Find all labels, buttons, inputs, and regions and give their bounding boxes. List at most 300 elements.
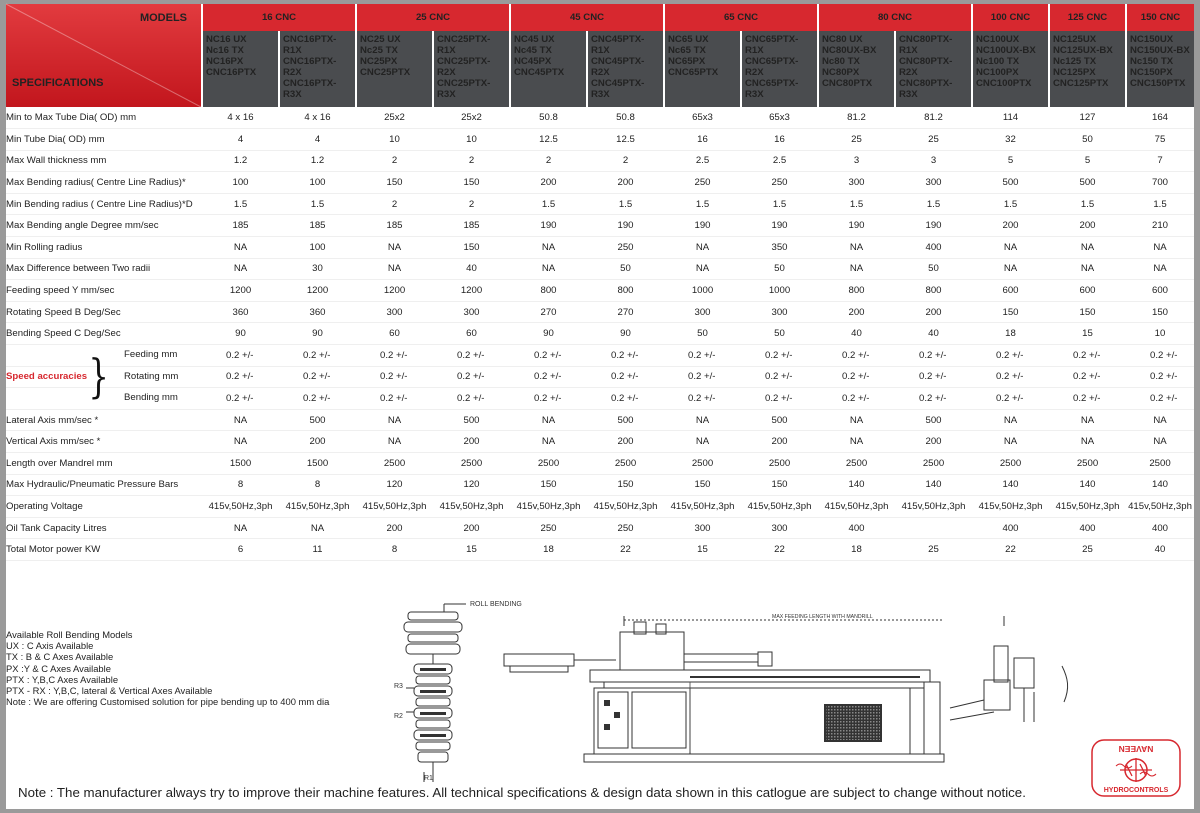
spec-value: 200: [587, 172, 664, 194]
header-corner: [6, 4, 202, 107]
spec-value: 2.5: [741, 150, 818, 172]
spec-value: [895, 517, 972, 539]
spec-value: 1.5: [895, 193, 972, 215]
spec-value: 81.2: [818, 107, 895, 129]
spec-value: 200: [818, 301, 895, 323]
model-name: Nc16 TX: [206, 45, 244, 56]
r1-label: R1: [424, 775, 433, 782]
model-name: NC150UX-BX: [1130, 45, 1190, 56]
speed-accuracy-sublabel: Bending mm: [124, 392, 178, 404]
spec-value: 25: [818, 129, 895, 151]
spec-value: 500: [972, 172, 1049, 194]
model-name: CNC125PTX: [1053, 78, 1109, 89]
spec-value: 200: [510, 172, 587, 194]
spec-value: 1.5: [818, 193, 895, 215]
model-name: CNC45PTX-R1X: [591, 34, 645, 56]
model-name: Nc25 TX: [360, 45, 398, 56]
spec-value: 0.2 +/-: [433, 345, 510, 367]
spec-value: 415v,50Hz,3ph: [664, 496, 741, 518]
spec-row: [6, 517, 1194, 539]
spec-value: 40: [433, 258, 510, 280]
spec-value: NA: [202, 431, 279, 453]
spec-value: 0.2 +/-: [510, 366, 587, 388]
spec-value: 1.5: [510, 193, 587, 215]
spec-value: 300: [664, 301, 741, 323]
spec-value: 185: [356, 215, 433, 237]
model-names-cell: [1049, 31, 1126, 107]
legend-line: Note : We are offering Customised solution for pipe bending up to 400 mm dia: [6, 696, 330, 708]
spec-value: 415v,50Hz,3ph: [895, 496, 972, 518]
spec-value: 150: [587, 474, 664, 496]
speed-accuracy-sublabel: Rotating mm: [124, 370, 179, 382]
spec-value: 200: [1049, 215, 1126, 237]
spec-row: [6, 539, 1194, 561]
spec-row: [6, 323, 1194, 345]
spec-value: 200: [279, 431, 356, 453]
spec-value: 500: [433, 409, 510, 431]
model-name: NC80UX-BX: [822, 45, 877, 56]
spec-value: NA: [1049, 409, 1126, 431]
spec-value: 250: [664, 172, 741, 194]
spec-value: NA: [664, 431, 741, 453]
r2-label: R2: [394, 713, 403, 720]
spec-value: 500: [1049, 172, 1126, 194]
spec-value: 415v,50Hz,3ph: [202, 496, 279, 518]
spec-value: 300: [741, 301, 818, 323]
spec-value: 200: [741, 431, 818, 453]
legend-line: PTX - RX : Y,B,C, lateral & Vertical Axes Available: [6, 685, 213, 697]
spec-value: NA: [972, 258, 1049, 280]
spec-value: 150: [972, 301, 1049, 323]
spec-value: 18: [972, 323, 1049, 345]
spec-row: [6, 280, 1194, 302]
spec-value: NA: [818, 431, 895, 453]
spec-value: 2500: [356, 453, 433, 475]
spec-value: 10: [356, 129, 433, 151]
spec-value: NA: [818, 237, 895, 259]
spec-value: 65x3: [664, 107, 741, 129]
spec-value: 150: [510, 474, 587, 496]
spec-value: 190: [510, 215, 587, 237]
logo-brand-top: NAVEEN: [1118, 744, 1154, 754]
spec-value: 0.2 +/-: [587, 345, 664, 367]
spec-value: 415v,50Hz,3ph: [818, 496, 895, 518]
model-name: CNC150PTX: [1130, 78, 1186, 89]
model-name: Nc80 TX: [822, 56, 860, 67]
spec-value: 0.2 +/-: [433, 366, 510, 388]
spec-label: Min Rolling radius: [6, 237, 202, 259]
spec-value: 0.2 +/-: [356, 366, 433, 388]
model-name: CNC16PTX-R2X: [283, 56, 337, 78]
spec-value: 415v,50Hz,3ph: [433, 496, 510, 518]
spec-value: 400: [1126, 517, 1194, 539]
spec-value: 0.2 +/-: [741, 388, 818, 410]
spec-value: 0.2 +/-: [1049, 345, 1126, 367]
spec-value: 90: [587, 323, 664, 345]
spec-value: 2500: [510, 453, 587, 475]
model-names-cell: [1126, 31, 1194, 107]
model-group-header: 65 CNC: [664, 4, 818, 31]
legend-line: UX : C Axis Available: [6, 640, 94, 652]
model-name: CNC100PTX: [976, 78, 1032, 89]
spec-row: [6, 474, 1194, 496]
spec-value: 210: [1126, 215, 1194, 237]
model-name: CNC16PTX-R3X: [283, 78, 337, 100]
spec-value: 415v,50Hz,3ph: [972, 496, 1049, 518]
model-name: NC125UX: [1053, 34, 1097, 45]
spec-value: 250: [741, 172, 818, 194]
spec-value: 800: [510, 280, 587, 302]
spec-value: 8: [356, 539, 433, 561]
model-name: Nc65 TX: [668, 45, 706, 56]
model-group-header: 25 CNC: [356, 4, 510, 31]
spec-value: 415v,50Hz,3ph: [356, 496, 433, 518]
spec-value: NA: [1126, 237, 1194, 259]
spec-value: NA: [1126, 409, 1194, 431]
model-name: NC125UX-BX: [1053, 45, 1113, 56]
model-name: NC16 UX: [206, 34, 247, 45]
feed-length-label: MAX FEEDING LENGTH WITH MANDRILL: [772, 614, 873, 620]
spec-value: 1.5: [741, 193, 818, 215]
model-name: CNC45PTX: [514, 67, 565, 78]
spec-label: Length over Mandrel mm: [6, 453, 202, 475]
spec-value: 270: [510, 301, 587, 323]
speed-accuracy-row: [6, 366, 1194, 388]
spec-value: 50: [895, 258, 972, 280]
speed-accuracy-label: [6, 388, 202, 410]
spec-value: 32: [972, 129, 1049, 151]
spec-value: 50.8: [510, 107, 587, 129]
spec-value: 60: [356, 323, 433, 345]
spec-value: NA: [356, 431, 433, 453]
spec-value: 8: [202, 474, 279, 496]
spec-value: 200: [356, 517, 433, 539]
spec-row: [6, 409, 1194, 431]
spec-value: 400: [895, 237, 972, 259]
disclaimer-note: Note : The manufacturer always try to improve their machine features. All technical specifications & design data shown in this catlogue are subject to change without notice.: [18, 785, 1026, 800]
spec-value: 200: [433, 431, 510, 453]
model-group-header: 80 CNC: [818, 4, 972, 31]
spec-value: 40: [895, 323, 972, 345]
spec-value: 5: [1049, 150, 1126, 172]
spec-value: 16: [741, 129, 818, 151]
spec-row: [6, 431, 1194, 453]
spec-value: 75: [1126, 129, 1194, 151]
spec-row: [6, 496, 1194, 518]
spec-label: Min Bending radius ( Centre Line Radius)*D: [6, 193, 202, 215]
spec-value: 25: [1049, 539, 1126, 561]
spec-value: 2500: [664, 453, 741, 475]
model-name: NC25PX: [360, 56, 398, 67]
model-name: Nc150 TX: [1130, 56, 1174, 67]
spec-value: 0.2 +/-: [1126, 388, 1194, 410]
spec-value: 0.2 +/-: [587, 388, 664, 410]
spec-value: 415v,50Hz,3ph: [279, 496, 356, 518]
spec-value: 120: [433, 474, 510, 496]
model-name: CNC25PTX-R1X: [437, 34, 491, 56]
spec-value: 415v,50Hz,3ph: [1126, 496, 1194, 518]
model-group-header: 100 CNC: [972, 4, 1049, 31]
spec-value: 0.2 +/-: [433, 388, 510, 410]
model-names-cell: [895, 31, 972, 107]
speed-accuracies-title: Speed accuracies: [6, 370, 88, 382]
spec-label: Max Difference between Two radii: [6, 258, 202, 280]
model-names-cell: [741, 31, 818, 107]
spec-value: 190: [818, 215, 895, 237]
brace-symbol: }: [88, 348, 109, 403]
specifications-label: SPECIFICATIONS: [12, 77, 104, 89]
speed-accuracy-row: [6, 345, 1194, 367]
spec-value: NA: [1049, 258, 1126, 280]
spec-value: 200: [895, 301, 972, 323]
spec-value: 270: [587, 301, 664, 323]
spec-value: 16: [664, 129, 741, 151]
spec-value: 127: [1049, 107, 1126, 129]
spec-value: NA: [356, 237, 433, 259]
spec-value: 415v,50Hz,3ph: [587, 496, 664, 518]
spec-row: [6, 258, 1194, 280]
spec-value: 1500: [202, 453, 279, 475]
spec-label: Max Hydraulic/Pneumatic Pressure Bars: [6, 474, 202, 496]
model-name: CNC80PTX-R3X: [899, 78, 953, 100]
spec-value: 25x2: [356, 107, 433, 129]
spec-value: 5: [972, 150, 1049, 172]
model-name: CNC45PTX-R3X: [591, 78, 645, 100]
spec-value: 300: [433, 301, 510, 323]
r3-label: R3: [394, 683, 403, 690]
model-name: NC150PX: [1130, 67, 1173, 78]
spec-value: 300: [741, 517, 818, 539]
spec-value: 360: [202, 301, 279, 323]
spec-value: 250: [587, 517, 664, 539]
spec-value: 150: [1049, 301, 1126, 323]
spec-value: 12.5: [510, 129, 587, 151]
model-names-cell: [279, 31, 356, 107]
spec-value: 0.2 +/-: [356, 388, 433, 410]
spec-value: NA: [510, 431, 587, 453]
spec-value: 600: [1126, 280, 1194, 302]
model-name: CNC65PTX-R2X: [745, 56, 799, 78]
spec-value: 0.2 +/-: [664, 366, 741, 388]
model-name: NC125PX: [1053, 67, 1096, 78]
spec-value: 0.2 +/-: [664, 345, 741, 367]
spec-row: [6, 237, 1194, 259]
spec-row: [6, 129, 1194, 151]
spec-value: 0.2 +/-: [279, 388, 356, 410]
spec-value: 0.2 +/-: [972, 345, 1049, 367]
spec-value: 2500: [587, 453, 664, 475]
spec-value: 1500: [279, 453, 356, 475]
spec-value: 700: [1126, 172, 1194, 194]
spec-value: 0.2 +/-: [510, 388, 587, 410]
spec-value: 12.5: [587, 129, 664, 151]
model-name: NC45 UX: [514, 34, 555, 45]
spec-value: 7: [1126, 150, 1194, 172]
spec-label: Lateral Axis mm/sec *: [6, 409, 202, 431]
spec-value: 2: [587, 150, 664, 172]
spec-value: NA: [972, 409, 1049, 431]
model-name: NC25 UX: [360, 34, 401, 45]
spec-value: 6: [202, 539, 279, 561]
spec-value: 300: [818, 172, 895, 194]
spec-value: 2500: [818, 453, 895, 475]
model-name: NC100PX: [976, 67, 1019, 78]
spec-value: NA: [510, 237, 587, 259]
spec-value: NA: [664, 237, 741, 259]
spec-value: 300: [895, 172, 972, 194]
spec-value: 100: [202, 172, 279, 194]
models-label: MODELS: [139, 12, 187, 24]
spec-value: 300: [356, 301, 433, 323]
spec-value: NA: [279, 517, 356, 539]
spec-value: 90: [202, 323, 279, 345]
spec-value: 0.2 +/-: [202, 388, 279, 410]
spec-value: 800: [818, 280, 895, 302]
spec-value: 2: [356, 193, 433, 215]
spec-value: NA: [356, 409, 433, 431]
spec-value: 0.2 +/-: [1049, 388, 1126, 410]
spec-value: 250: [587, 237, 664, 259]
spec-value: 140: [1126, 474, 1194, 496]
spec-value: 90: [279, 323, 356, 345]
model-names-cell: [972, 31, 1049, 107]
spec-value: 1.5: [587, 193, 664, 215]
spec-value: 150: [1126, 301, 1194, 323]
spec-value: 2: [356, 150, 433, 172]
spec-value: 25: [895, 539, 972, 561]
spec-value: 2500: [1126, 453, 1194, 475]
spec-label: Total Motor power KW: [6, 539, 202, 561]
spec-value: 200: [433, 517, 510, 539]
spec-value: 50: [741, 258, 818, 280]
spec-value: NA: [202, 258, 279, 280]
group-header-row: [6, 4, 1194, 31]
spec-label: Rotating Speed B Deg/Sec: [6, 301, 202, 323]
model-names-cell: [818, 31, 895, 107]
spec-value: 500: [279, 409, 356, 431]
spec-value: 2: [433, 193, 510, 215]
spec-value: 25: [895, 129, 972, 151]
spec-value: 500: [587, 409, 664, 431]
spec-value: NA: [202, 517, 279, 539]
spec-value: 150: [433, 172, 510, 194]
spec-value: 1200: [356, 280, 433, 302]
spec-value: 415v,50Hz,3ph: [510, 496, 587, 518]
legend-line: PTX : Y,B,C Axes Available: [6, 673, 119, 685]
spec-value: 1.5: [1049, 193, 1126, 215]
spec-value: 40: [818, 323, 895, 345]
spec-value: 200: [895, 431, 972, 453]
model-name: NC65PX: [668, 56, 706, 67]
spec-value: NA: [202, 409, 279, 431]
spec-value: NA: [664, 409, 741, 431]
machine-drawing: [384, 592, 1074, 784]
spec-label: Bending Speed C Deg/Sec: [6, 323, 202, 345]
spec-value: 150: [741, 474, 818, 496]
spec-value: 4: [202, 129, 279, 151]
spec-value: 1.5: [1126, 193, 1194, 215]
spec-value: 1.2: [202, 150, 279, 172]
spec-value: 40: [1126, 539, 1194, 561]
model-group-header: 125 CNC: [1049, 4, 1126, 31]
spec-value: 114: [972, 107, 1049, 129]
spec-value: 8: [279, 474, 356, 496]
spec-value: 1.5: [972, 193, 1049, 215]
spec-value: 0.2 +/-: [741, 345, 818, 367]
spec-value: 0.2 +/-: [818, 345, 895, 367]
spec-value: NA: [664, 258, 741, 280]
spec-value: 185: [279, 215, 356, 237]
spec-row: [6, 453, 1194, 475]
spec-value: 400: [1049, 517, 1126, 539]
model-name: CNC65PTX: [668, 67, 719, 78]
spec-value: 500: [741, 409, 818, 431]
spec-label: Feeding speed Y mm/sec: [6, 280, 202, 302]
spec-value: 200: [587, 431, 664, 453]
spec-value: 3: [895, 150, 972, 172]
spec-value: 50.8: [587, 107, 664, 129]
model-names-cell: [664, 31, 741, 107]
spec-value: 0.2 +/-: [202, 366, 279, 388]
naveen-hydrocontrols-logo: [1090, 738, 1182, 798]
model-names-cell: [510, 31, 587, 107]
spec-value: 1200: [202, 280, 279, 302]
spec-value: 0.2 +/-: [587, 366, 664, 388]
spec-value: NA: [1126, 258, 1194, 280]
spec-value: 0.2 +/-: [972, 366, 1049, 388]
spec-value: 0.2 +/-: [279, 366, 356, 388]
spec-value: 0.2 +/-: [895, 345, 972, 367]
model-name: Nc100 TX: [976, 56, 1020, 67]
spec-label: Operating Voltage: [6, 496, 202, 518]
spec-value: 360: [279, 301, 356, 323]
legend-line: TX : B & C Axes Available: [6, 651, 114, 663]
model-name: CNC80PTX-R1X: [899, 34, 953, 56]
model-name: CNC80PTX-R2X: [899, 56, 953, 78]
model-name: NC80PX: [822, 67, 860, 78]
spec-value: 50: [1049, 129, 1126, 151]
spec-value: 1200: [279, 280, 356, 302]
spec-row: [6, 172, 1194, 194]
pipe-bender-illustration: [504, 616, 1068, 762]
spec-value: NA: [510, 258, 587, 280]
model-name: NC80 UX: [822, 34, 863, 45]
model-names-cell: [202, 31, 279, 107]
spec-value: 140: [818, 474, 895, 496]
spec-value: 1.5: [664, 193, 741, 215]
spec-row: [6, 107, 1194, 129]
spec-value: 50: [587, 258, 664, 280]
spec-value: 90: [510, 323, 587, 345]
spec-row: [6, 150, 1194, 172]
spec-value: NA: [1049, 431, 1126, 453]
model-group-header: 150 CNC: [1126, 4, 1194, 31]
spec-value: 500: [895, 409, 972, 431]
spec-value: 1000: [664, 280, 741, 302]
model-name: CNC16PTX-R1X: [283, 34, 337, 56]
spec-label: Max Bending radius( Centre Line Radius)*: [6, 172, 202, 194]
model-names-cell: [587, 31, 664, 107]
spec-value: 140: [1049, 474, 1126, 496]
spec-value: 0.2 +/-: [279, 345, 356, 367]
spec-value: 185: [433, 215, 510, 237]
spec-label: Oil Tank Capacity Litres: [6, 517, 202, 539]
specifications-table: [6, 4, 1194, 561]
spec-value: 190: [587, 215, 664, 237]
spec-value: 150: [356, 172, 433, 194]
spec-value: 100: [279, 172, 356, 194]
spec-value: 0.2 +/-: [1049, 366, 1126, 388]
